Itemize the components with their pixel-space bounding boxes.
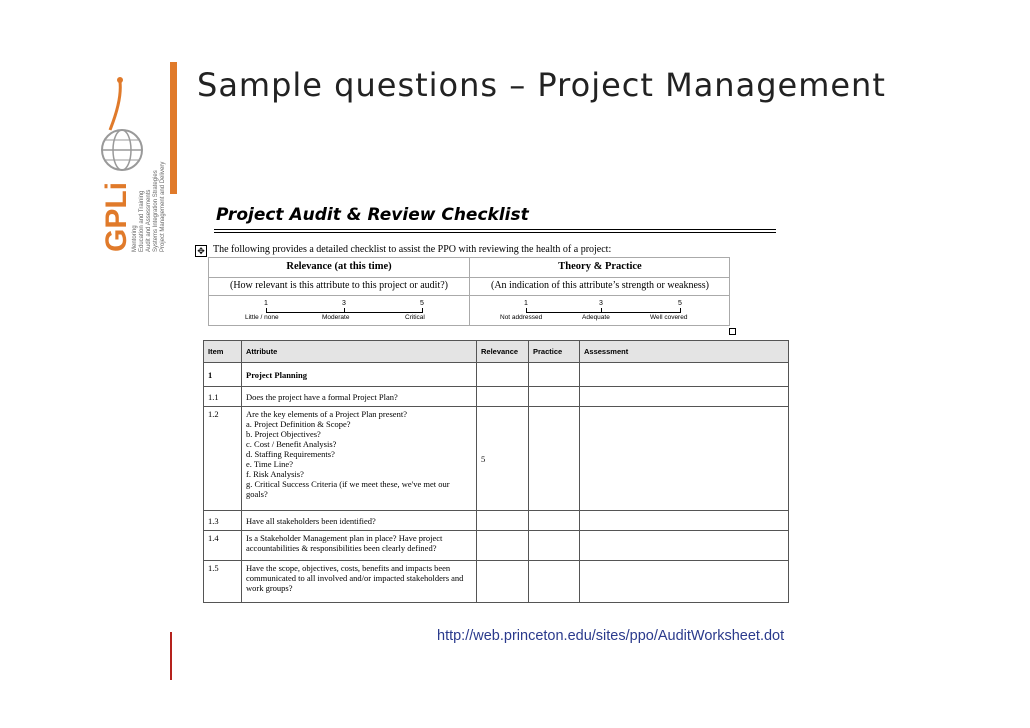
row-relevance[interactable] [477, 511, 529, 531]
row-assessment[interactable] [580, 511, 789, 531]
header-relevance: Relevance [477, 341, 529, 363]
row-relevance[interactable] [477, 561, 529, 603]
attribute-line: f. Risk Analysis? [246, 469, 304, 479]
scale-number: 5 [678, 300, 682, 307]
row-item: 1.1 [204, 387, 242, 407]
row-item: 1.2 [204, 407, 242, 511]
scale-number: 1 [524, 300, 528, 307]
row-item: 1.4 [204, 531, 242, 561]
scale-number: 3 [599, 300, 603, 307]
resize-handle[interactable] [729, 328, 736, 335]
title-rule [214, 232, 776, 233]
row-assessment[interactable] [580, 407, 789, 511]
row-attribute: Have the scope, objectives, costs, benefits and impacts been communicated to all involved and/or impacted stakeholders and work groups? [242, 561, 477, 603]
scale-number: 5 [420, 300, 424, 307]
logo-tagline: Mentoring [132, 225, 138, 252]
scale-number: 1 [264, 300, 268, 307]
scale-label: Not addressed [500, 314, 543, 321]
row-attribute: Is a Stakeholder Management plan in place? Have project accountabilities & responsibilities been clearly defined? [242, 531, 477, 561]
move-handle-icon[interactable]: ✥ [195, 245, 207, 257]
checklist-table [203, 340, 789, 603]
attribute-line: a. Project Definition & Scope? [246, 419, 351, 429]
header-item: Item [204, 341, 242, 363]
row-practice[interactable] [529, 561, 580, 603]
theory-heading: Theory & Practice [558, 261, 642, 272]
row-item: 1 [204, 363, 242, 387]
table-row [204, 511, 789, 531]
header-assessment: Assessment [580, 341, 789, 363]
attribute-line: b. Project Objectives? [246, 429, 321, 439]
title-rule [214, 229, 776, 230]
row-attribute: Have all stakeholders been identified? [242, 511, 477, 531]
attribute-line: g. Critical Success Criteria (if we meet these, we've met our goals? [246, 479, 450, 499]
table-row [204, 363, 789, 387]
relevance-heading: Relevance (at this time) [286, 261, 392, 272]
attribute-line: d. Staffing Requirements? [246, 449, 335, 459]
row-relevance[interactable]: 5 [477, 407, 529, 511]
row-item: 1.5 [204, 561, 242, 603]
row-attribute [242, 407, 477, 511]
logo-text: GPLi [100, 181, 133, 252]
row-assessment[interactable] [580, 363, 789, 387]
table-row [204, 407, 789, 511]
attribute-line: e. Time Line? [246, 459, 293, 469]
relevance-subheading: (How relevant is this attribute to this project or audit?) [230, 280, 448, 291]
logo-tagline: Project Management and Delivery [160, 161, 166, 252]
row-relevance[interactable] [477, 363, 529, 387]
row-item: 1.3 [204, 511, 242, 531]
scale-label: Well covered [650, 314, 688, 321]
scale-number: 3 [342, 300, 346, 307]
header-practice: Practice [529, 341, 580, 363]
gpli-logo [92, 70, 172, 255]
row-practice[interactable] [529, 531, 580, 561]
scale-label: Adequate [582, 314, 610, 321]
attribute-line: c. Cost / Benefit Analysis? [246, 439, 337, 449]
table-row [204, 561, 789, 603]
row-practice[interactable] [529, 363, 580, 387]
accent-bar-red [170, 632, 172, 680]
rating-scale-box [208, 257, 730, 326]
row-attribute: Project Planning [242, 363, 477, 387]
document-title: Project Audit & Review Checklist [216, 205, 529, 225]
logo-tagline: Education and Training [139, 190, 145, 252]
row-assessment[interactable] [580, 561, 789, 603]
row-assessment[interactable] [580, 387, 789, 407]
header-attribute: Attribute [242, 341, 477, 363]
row-attribute: Does the project have a formal Project Plan? [242, 387, 477, 407]
attribute-line: Are the key elements of a Project Plan present? [246, 409, 407, 419]
table-header-row [204, 341, 789, 363]
row-assessment[interactable] [580, 531, 789, 561]
logo-tagline: Systems Integration Strategies [153, 170, 159, 252]
slide-title: Sample questions – Project Management [197, 66, 886, 104]
scale-label: Moderate [322, 314, 350, 321]
source-url: http://web.princeton.edu/sites/ppo/AuditWorksheet.dot [437, 628, 785, 644]
accent-bar-orange [170, 62, 177, 194]
theory-subheading: (An indication of this attribute’s strength or weakness) [490, 280, 709, 291]
row-practice[interactable] [529, 511, 580, 531]
logo-tagline: Audit and Assessments [146, 189, 152, 252]
scale-label: Critical [405, 314, 425, 321]
scale-label: Little / none [245, 314, 279, 321]
table-row [204, 531, 789, 561]
intro-text: The following provides a detailed checklist to assist the PPO with reviewing the health of a project: [213, 244, 612, 255]
table-row [204, 387, 789, 407]
row-relevance[interactable] [477, 531, 529, 561]
row-relevance[interactable] [477, 387, 529, 407]
globe-icon [92, 70, 172, 255]
row-practice[interactable] [529, 387, 580, 407]
row-practice[interactable] [529, 407, 580, 511]
